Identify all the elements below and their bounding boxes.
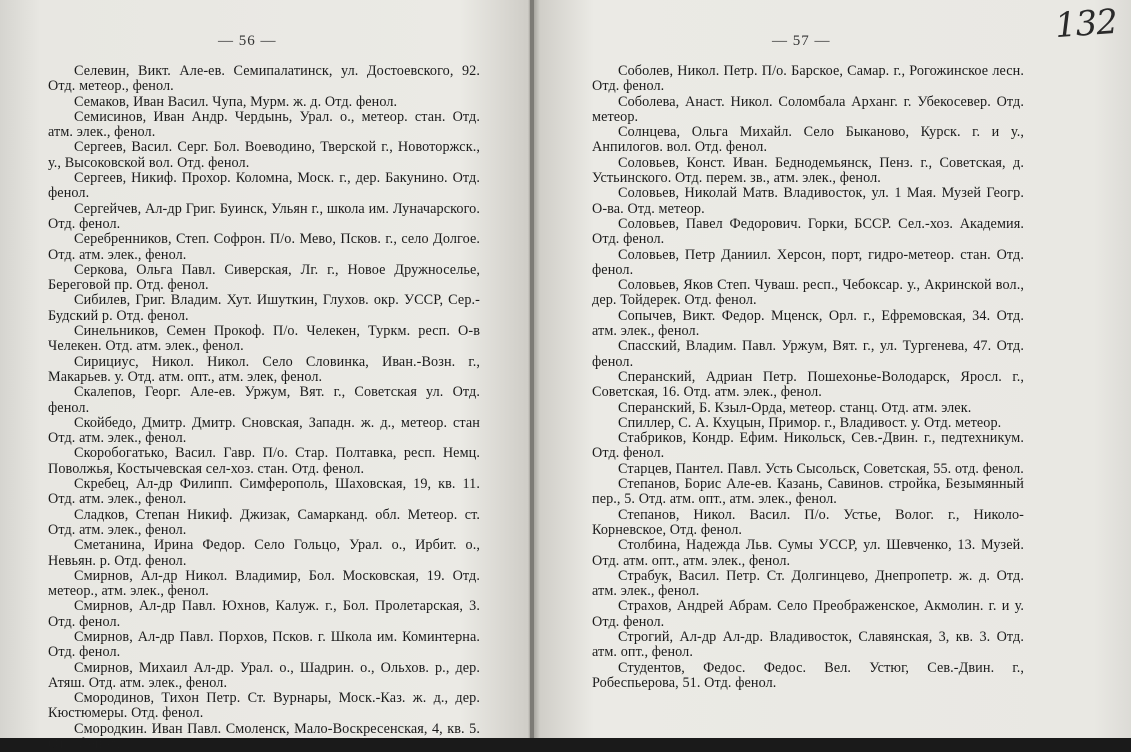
directory-entry: Скойбедо, Дмитр. Дмитр. Сновская, Западн. ж. д., метеор. стан Отд. атм. элек., фенол. [48,414,480,447]
directory-entry: Степанов, Борис Але-ев. Казань, Савинов. стройка, Безымянный пер., 5. Отд. атм. опт., атм. элек., фенол. [592,476,1024,508]
directory-entry: Соболев, Никол. Петр. П/о. Барское, Самар. г., Рогожинское лесн. Отд. фенол. [592,63,1024,95]
directory-entry: Соболева, Анаст. Никол. Соломбала Арханг. г. Убекосевер. Отд. метеор. [592,93,1024,125]
directory-entry: Соловьев, Петр Даниил. Херсон, порт, гидро-метеор. стан. Отд. фенол. [592,246,1024,278]
entry-list [48,64,480,752]
left-page [0,0,530,752]
directory-entry: Сибилев, Григ. Владим. Хут. Ишуткин, Глухов. окр. УССР, Сер.-Будский р. Отд. фенол. [48,292,480,324]
directory-entry: Спиллер, С. А. Кхуцын, Примор. г., Владивост. у. Отд. метеор. [618,414,1002,431]
directory-entry: Студентов, Федос. Федос. Вел. Устюг, Сев.-Двин. г., Робеспьерова, 51. Отд. фенол. [592,659,1024,691]
directory-entry: Синельников, Семен Прокоф. П/о. Челекен, Туркм. респ. О-в Челекен. Отд. атм. элек., фенол. [48,323,480,355]
right-page [534,0,1131,738]
directory-entry: Соловьев, Конст. Иван. Беднодемьянск, Пенз. г., Советская, д. Устьинского. Отд. перем. зв., атм. элек., фенол. [592,154,1024,187]
directory-entry: Смирнов, Ал-др Павл. Юхнов, Калуж. г., Бол. Пролетарская, 3. Отд. фенол. [48,598,480,630]
archive-handwritten-number: 132 [1053,1,1119,47]
directory-entry: Смирнов, Михаил Ал-др. Урал. о., Шадрин. о., Ольхов. р., дер. Атяш. Отд. атм. элек., фенол. [48,659,480,691]
directory-entry: Семисинов, Иван Андр. Чердынь, Урал. о., метеор. стан. Отд. атм. элек., фенол. [48,108,480,141]
directory-entry: Соловьев, Николай Матв. Владивосток, ул. 1 Мая. Музей Геогр. О-ва. Отд. метеор. [592,185,1024,217]
directory-entry: Старцев, Пантел. Павл. Усть Сысольск, Советская, 55. отд. фенол. [618,460,1024,477]
directory-entry: Серкова, Ольга Павл. Сиверская, Лг. г., Новое Дружноселье, Береговой пр. Отд. фенол. [48,261,480,294]
directory-entry: Сергеев, Никиф. Прохор. Коломна, Моск. г., дер. Бакунино. Отд. фенол. [48,170,480,202]
directory-entry: Сметанина, Ирина Федор. Село Гольцо, Урал. о., Ирбит. о., Невьян. р. Отд. фенол. [48,537,480,569]
directory-entry: Степанов, Никол. Васил. П/о. Устье, Волог. г., Николо-Корневское, Отд. фенол. [592,506,1024,538]
directory-entry: Стабриков, Кондр. Ефим. Никольск, Сев.-Двин. г., педтехникум. Отд. фенол. [592,430,1024,462]
directory-entry: Сергеев, Васил. Серг. Бол. Воеводино, Тверской г., Новоторжск., у., Высоковской вол. Отд. фенол. [48,139,480,171]
directory-entry: Столбина, Надежда Льв. Сумы УССР, ул. Шевченко, 13. Музей. Отд. атм. опт., атм. элек., фенол. [592,537,1024,569]
directory-entry: Сергейчев, Ал-др Григ. Буинск, Ульян г., школа им. Луначарского. Отд. фенол. [48,200,480,232]
directory-entry: Скалепов, Георг. Але-ев. Уржум, Вят. г., Советская ул. Отд. фенол. [48,384,480,416]
directory-entry: Солнцева, Ольга Михайл. Село Быканово, Курск. г. и у., Анпилогов. вол. Отд. фенол. [592,124,1024,156]
entry-list [592,64,1024,691]
directory-entry: Страхов, Андрей Абрам. Село Преображенское, Акмолин. г. и у. Отд. фенол. [592,598,1024,630]
directory-entry: Соловьев, Яков Степ. Чуваш. респ., Чебоксар. у., Акринской вол., дер. Тойдерек. Отд. фенол. [592,277,1024,309]
directory-entry: Спасский, Владим. Павл. Уржум, Вят. г., ул. Тургенева, 47. Отд. фенол. [592,338,1024,370]
page-number: — 57 — [772,33,831,49]
directory-entry: Семаков, Иван Васил. Чупа, Мурм. ж. д. Отд. фенол. [74,93,398,110]
directory-entry: Смородинов, Тихон Петр. Ст. Вурнары, Моск.-Каз. ж. д., дер. Кюстюмеры. Отд. фенол. [48,690,480,722]
directory-entry: Смородкин. Иван Павл. Смоленск, Мало-Воскресенская, 4, кв. 5. Отд. фенол. [48,720,480,752]
directory-entry: Смирнов, Ал-др Павл. Порхов, Псков. г. Школа им. Коминтерна. Отд. фенол. [48,628,480,661]
directory-entry: Смирнов, Ал-др Никол. Владимир, Бол. Московская, 19. Отд. метеор., атм. элек., фенол. [48,567,480,600]
directory-entry: Сперанский, Адриан Петр. Пошехонье-Володарск, Яросл. г., Советская, 16. Отд. атм. элек., фенол. [592,368,1024,401]
directory-entry: Сопычев, Викт. Федор. Мценск, Орл. г., Ефремовская, 34. Отд. атм. элек., фенол. [592,307,1024,340]
directory-entry: Сирициус, Никол. Никол. Село Словинка, Иван.-Возн. г., Макарьев. у. Отд. атм. опт., атм. элек, фенол. [48,353,480,385]
directory-entry: Строгий, Ал-др Ал-др. Владивосток, Славянская, 3, кв. 3. Отд. атм. опт., фенол. [592,628,1024,661]
directory-entry: Скребец, Ал-др Филипп. Симферополь, Шаховская, 19, кв. 11. Отд. атм. элек., фенол. [48,476,480,508]
directory-entry: Селевин, Викт. Але-ев. Семипалатинск, ул. Достоевского, 92. Отд. метеор., фенол. [48,63,480,95]
directory-entry: Сперанский, Б. Кзыл-Орда, метеор. станц. Отд. атм. элек. [618,399,972,416]
page-number: — 56 — [218,33,277,49]
directory-entry: Сладков, Степан Никиф. Джизак, Самарканд. обл. Метеор. ст. Отд. атм. элек., фенол. [48,506,480,538]
directory-entry: Соловьев, Павел Федорович. Горки, БССР. Сел.-хоз. Академия. Отд. фенол. [592,215,1024,248]
directory-entry: Страбук, Васил. Петр. Ст. Долгинцево, Днепропетр. ж. д. Отд. атм. элек., фенол. [592,567,1024,600]
directory-entry: Серебренников, Степ. Софрон. П/о. Мево, Псков. г., село Долгое. Отд. атм. элек., фенол. [48,231,480,263]
directory-entry: Скоробогатько, Васил. Гавр. П/о. Стар. Полтавка, респ. Немц. Поволжья, Костычевская сел-хоз. стан. Отд. фенол. [48,445,480,477]
